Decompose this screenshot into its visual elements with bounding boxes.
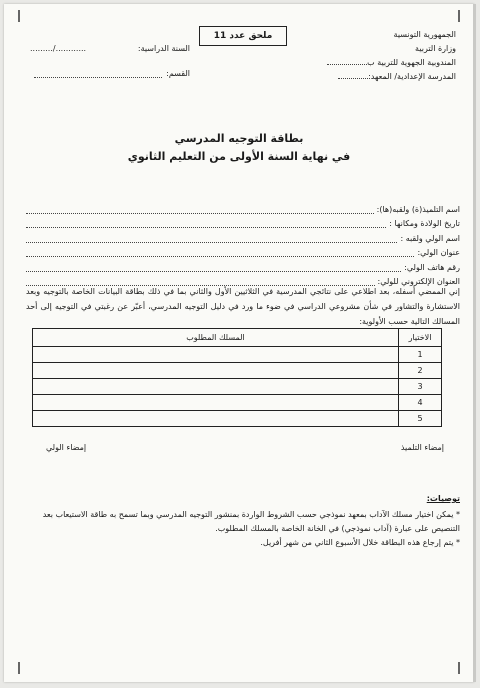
track-cell[interactable] xyxy=(33,395,399,411)
form-title: بطاقة التوجيه المدرسي xyxy=(174,132,304,145)
header-line-delegation: المندوبية الجهوية للتربية ب xyxy=(306,56,456,70)
recommendations-heading: توصيات: xyxy=(426,494,460,503)
field-input-line[interactable] xyxy=(26,204,374,214)
field-guardian-phone: رقم هاتف الولي: xyxy=(26,257,460,272)
field-input-line[interactable] xyxy=(26,262,401,272)
document-page xyxy=(4,4,474,682)
table-row xyxy=(33,395,442,411)
choices-table xyxy=(32,328,442,427)
choice-number: 4 xyxy=(399,395,442,411)
student-signature-label: إمضاء التلميذ xyxy=(400,443,444,452)
field-guardian-name: اسم الولي ولقبه : xyxy=(26,228,460,243)
field-input-line[interactable] xyxy=(26,218,386,228)
section-dotted-line xyxy=(34,69,162,78)
margin-mark xyxy=(18,10,20,22)
field-student-name: اسم التلميذ(ة) ولقبه(ها): xyxy=(26,199,460,214)
header-line-ministry: وزارة التربية xyxy=(415,44,456,53)
guardian-signature-label: إمضاء الولي xyxy=(46,443,87,452)
field-guardian-email: العنوان الإلكتروني للولي: xyxy=(26,272,460,287)
table-row xyxy=(33,379,442,395)
col-choice-header: الاختيار xyxy=(399,329,442,347)
track-cell[interactable] xyxy=(33,411,399,427)
header-line-republic: الجمهورية التونسية xyxy=(393,30,456,39)
table-row xyxy=(33,347,442,363)
choice-number: 1 xyxy=(399,347,442,363)
section-label: القسم: xyxy=(166,69,190,78)
recommendation-item: * يتم إرجاع هذه البطاقة خلال الأسبوع الثاني من شهر أفريل. xyxy=(260,538,460,547)
form-subtitle: في نهاية السنة الأولى من التعليم الثانوي xyxy=(127,150,351,163)
header-right xyxy=(306,28,456,84)
recommendation-item: * يمكن اختيار مسلك الآداب بمعهد نموذجي حسب الشروط الواردة بمنشور التوجيه المدرسي وبما تسمح به طاقة الاستيعاب بعد التنصيص على عبارة (آداب نموذجي) في الخانة الخاصة بالمسلك المطلوب. xyxy=(42,510,460,533)
section-row xyxy=(30,69,190,78)
school-year-label: السنة الدراسية: xyxy=(137,44,190,53)
recommendations xyxy=(26,492,460,550)
declaration-paragraph: إني الممضي أسفله، بعد اطلاعي على نتائجي المدرسية في الثلاثيين الأول والثاني بما في ذلك بطاقة البيانات الخاصة بالتوجيه وبعد الاستشارة والتشاور في شأن مشروعي الدراسي في ضوء ما ورد في دليل التوجيه المدرسي، أعبّر عن رغبتي في التوجيه إلى أحد المسالك التالية حسب الأولوية: xyxy=(26,287,460,326)
page-edge xyxy=(473,4,476,682)
margin-mark xyxy=(458,10,460,22)
field-input-line[interactable] xyxy=(26,233,397,243)
track-cell[interactable] xyxy=(33,379,399,395)
field-guardian-address: عنوان الولي: xyxy=(26,243,460,258)
table-row xyxy=(33,363,442,379)
annex-badge: ملحق عدد 11 xyxy=(199,26,287,46)
header-line-school: المدرسة الإعدادية/ المعهد: xyxy=(306,70,456,84)
track-cell[interactable] xyxy=(33,347,399,363)
school-year-row xyxy=(30,44,190,53)
col-track-header: المسلك المطلوب xyxy=(33,329,399,347)
margin-mark xyxy=(458,662,460,674)
field-input-line[interactable] xyxy=(26,247,414,257)
school-year-value: ........./............ xyxy=(30,44,87,53)
student-info-fields xyxy=(26,199,460,286)
margin-mark xyxy=(18,662,20,674)
track-cell[interactable] xyxy=(33,363,399,379)
header-left xyxy=(30,44,190,94)
choice-number: 3 xyxy=(399,379,442,395)
table-header-row xyxy=(33,329,442,347)
choice-number: 2 xyxy=(399,363,442,379)
table-row xyxy=(33,411,442,427)
field-birth: تاريخ الولادة ومكانها : xyxy=(26,214,460,229)
choice-number: 5 xyxy=(399,411,442,427)
